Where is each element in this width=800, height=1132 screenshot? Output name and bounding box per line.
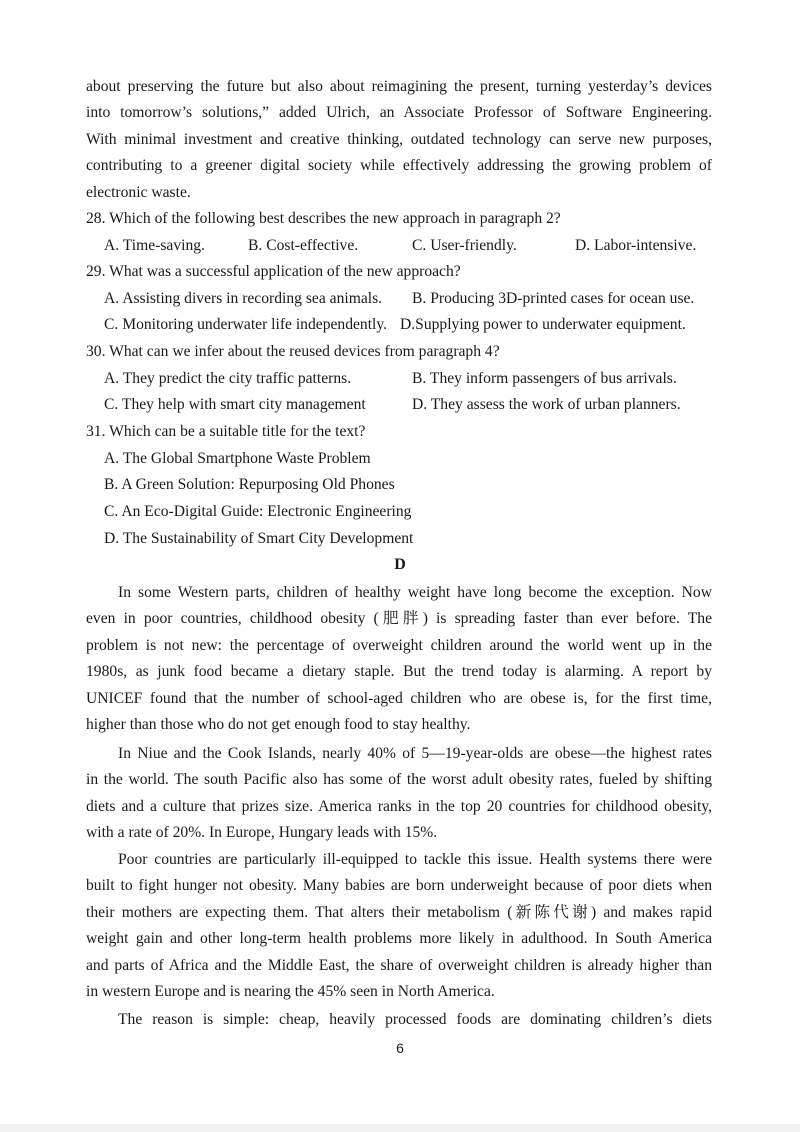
q28-option-d[interactable]: D. Labor-intensive. [575, 237, 697, 254]
q31-option-d[interactable]: D. The Sustainability of Smart City Development [104, 530, 414, 547]
q30-option-c[interactable]: C. They help with smart city management [104, 396, 366, 413]
paragraph-line: and parts of Africa and the Middle East, the share of overweight children is already higher than [86, 956, 712, 974]
question-28-stem: 28. Which of the following best describes the new approach in paragraph 2? [86, 210, 561, 227]
question-29-stem: 29. What was a successful application of the new approach? [86, 263, 461, 280]
q28-option-a[interactable]: A. Time-saving. [104, 237, 205, 254]
q30-option-a[interactable]: A. They predict the city traffic patterns. [104, 370, 352, 387]
paragraph-line: The reason is simple: cheap, heavily processed foods are dominating children’s diets [118, 1011, 712, 1028]
paragraph-line: built to fight hunger not obesity. Many babies are born underweight because of poor diets when [86, 877, 712, 895]
page-bottom-edge [0, 1124, 800, 1132]
paragraph-line: with a rate of 20%. In Europe, Hungary leads with 15%. [86, 824, 438, 842]
section-d-paragraph-2 [86, 741, 712, 847]
question-30-stem: 30. What can we infer about the reused devices from paragraph 4? [86, 343, 500, 360]
paragraph-line: weight gain and other long-term health problems more likely in adulthood. In South America [86, 930, 712, 948]
q31-option-b[interactable]: B. A Green Solution: Repurposing Old Phones [104, 476, 395, 493]
passage-line: about preserving the future but also about reimagining the present, turning yesterday’s devices [86, 78, 712, 95]
paragraph-line: UNICEF found that the number of school-aged children who are obese is, for the first time, [86, 689, 712, 707]
q29-option-c[interactable]: C. Monitoring underwater life independently. [104, 316, 388, 333]
q31-option-a[interactable]: A. The Global Smartphone Waste Problem [104, 450, 371, 467]
paragraph-line: higher than those who do not get enough food to stay healthy. [86, 715, 471, 733]
paragraph-line: problem is not new: the percentage of overweight children around the world went up in the [86, 636, 712, 654]
passage-line: electronic waste. [86, 183, 191, 201]
paragraph-line: Poor countries are particularly ill-equipped to tackle this issue. Health systems there were [118, 851, 712, 868]
section-d-title: D [394, 556, 406, 573]
paragraph-line: 1980s, as junk food became a dietary staple. But the trend today is alarming. A report by [86, 663, 712, 681]
q28-option-c[interactable]: C. User-friendly. [412, 237, 517, 254]
q29-option-b[interactable]: B. Producing 3D-printed cases for ocean use. [412, 290, 695, 307]
section-d-paragraph-1 [86, 580, 712, 738]
section-d-paragraph-4 [86, 1007, 712, 1033]
q29-option-a[interactable]: A. Assisting divers in recording sea animals. [104, 290, 383, 307]
passage-c-ending [86, 74, 712, 206]
paragraph-line: In some Western parts, children of healthy weight have long become the exception. Now [118, 584, 712, 601]
paragraph-line: diets and a culture that prizes size. America ranks in the top 20 countries for childhood obesity, [86, 797, 712, 815]
paragraph-line: in western Europe and is nearing the 45% seen in North America. [86, 982, 495, 1000]
question-31-stem: 31. Which can be a suitable title for the text? [86, 423, 366, 440]
paragraph-line: in the world. The south Pacific also has some of the worst adult obesity rates, fueled by shifting [86, 771, 712, 789]
passage-line: contributing to a greener digital society while effectively addressing the growing problem of [86, 157, 712, 175]
q29-option-d[interactable]: D.Supplying power to underwater equipment. [400, 316, 686, 333]
passage-line: into tomorrow’s solutions,” added Ulrich, an Associate Professor of Software Engineering. [86, 104, 712, 122]
paragraph-line: In Niue and the Cook Islands, nearly 40% of 5—19-year-olds are obese—the highest rates [118, 745, 712, 762]
section-d-paragraph-3 [86, 847, 712, 1005]
page-number: 6 [396, 1040, 404, 1056]
paragraph-line: their mothers are expecting them. That alters their metabolism (新陈代谢) and makes rapid [86, 903, 712, 921]
q28-option-b[interactable]: B. Cost-effective. [248, 237, 359, 254]
passage-line: With minimal investment and creative thinking, outdated technology can serve new purposes, [86, 130, 712, 148]
q31-option-c[interactable]: C. An Eco-Digital Guide: Electronic Engineering [104, 503, 412, 520]
q30-option-d[interactable]: D. They assess the work of urban planners. [412, 396, 681, 413]
paragraph-line: even in poor countries, childhood obesity (肥胖) is spreading faster than ever before. The [86, 610, 712, 628]
q30-option-b[interactable]: B. They inform passengers of bus arrivals. [412, 370, 677, 387]
